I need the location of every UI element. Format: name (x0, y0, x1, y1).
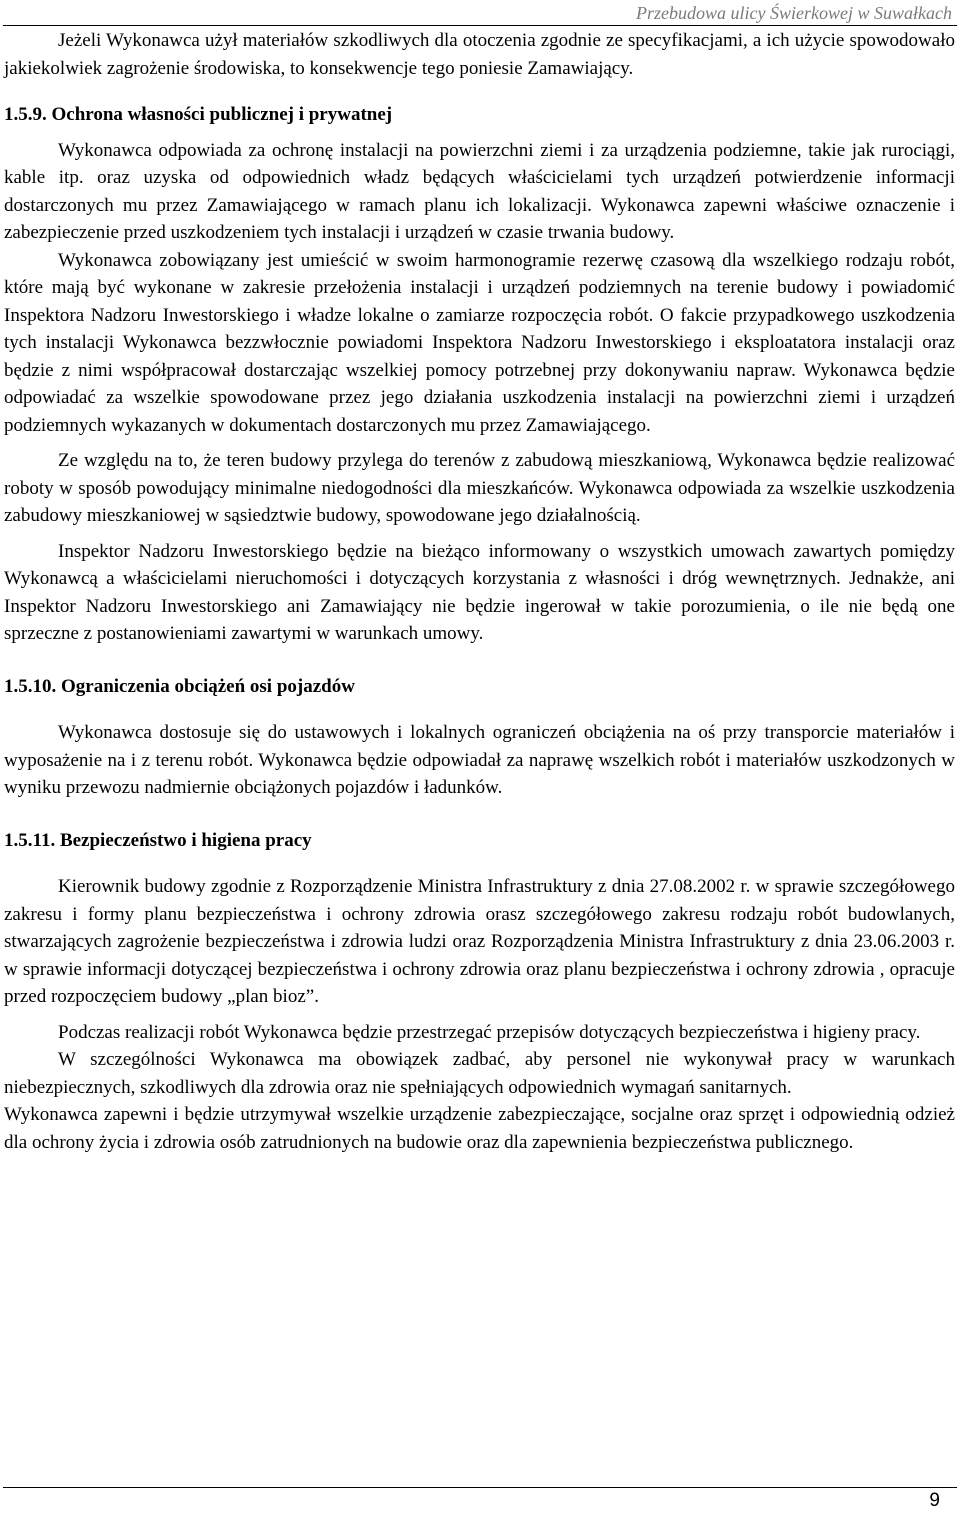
running-header: Przebudowa ulicy Świerkowej w Suwałkach (636, 3, 952, 23)
section-heading-1-5-10: 1.5.10. Ograniczenia obciążeń osi pojazdów (4, 675, 355, 697)
section-heading-1-5-9: 1.5.9. Ochrona własności publicznej i prywatnej (4, 104, 393, 125)
header-divider (3, 25, 957, 26)
section-heading-1-5-11: 1.5.11. Bezpieczeństwo i higiena pracy (4, 829, 312, 851)
document-body (4, 27, 955, 1156)
page-number: 9 (929, 1490, 940, 1511)
paragraph-1-5-9-d: Inspektor Nadzoru Inwestorskiego będzie na bieżąco informowany o wszystkich umowach zawartych pomiędzy Wykonawcą a właścicielami nieruchomości i dotyczących korzystania z własności i dróg wewnętrznych. Jednakże, ani Inspektor Nadzoru Inwestorskiego ani Zamawiający nie będzie ingerował w takie porozumienia, o ile nie będą one sprzeczne z postanowieniami zawartymi w warunkach umowy. (4, 540, 955, 644)
paragraph-1-5-9-c: Ze względu na to, że teren budowy przylega do terenów z zabudową mieszkaniową, Wykonawca będzie realizować roboty w sposób powodujący minimalne niedogodności dla mieszkańców. Wykonawca odpowiada za wszelkie uszkodzenia zabudowy mieszkaniowej w sąsiedztwie budowy, spowodowane jego działalnością. (4, 450, 955, 526)
paragraph-intro: Jeżeli Wykonawca użył materiałów szkodliwych dla otoczenia zgodnie ze specyfikacjami, a ich użycie spowodowało jakiekolwiek zagrożenie środowiska, to konsekwencje tego poniesie Zamawiający. (4, 30, 955, 79)
paragraph-1-5-11-c: W szczególności Wykonawca ma obowiązek zadbać, aby personel nie wykonywał pracy w warunkach niebezpiecznych, szkodliwych dla zdrowia oraz nie spełniających odpowiednich wymagań sanitarnych. (4, 1049, 955, 1098)
paragraph-1-5-11-a: Kierownik budowy zgodnie z Rozporządzenie Ministra Infrastruktury z dnia 27.08.2002 r. w sprawie szczegółowego zakresu i formy planu bezpieczeństwa i ochrony zdrowia orasz szczegółowego zakresu rodzaju robót budowlanych, stwarzających zagrożenie bezpieczeństwa i zdrowia ludzi oraz Rozporządzenia Ministra Infrastruktury z dnia 23.06.2003 r. w sprawie informacji dotyczącej bezpieczeństwa i ochrony zdrowia oraz planu bezpieczeństwa i ochrony zdrowia , opracuje przed rozpoczęciem budowy „plan bioz”. (4, 876, 955, 1007)
footer-divider (3, 1487, 957, 1488)
paragraph-1-5-9-a: Wykonawca odpowiada za ochronę instalacji na powierzchni ziemi i za urządzenia podziemne, takie jak rurociągi, kable itp. oraz uzyska od odpowiednich władz będących właścicielami tych urządzeń potwierdzenie informacji dostarczonych mu przez Zamawiającego w ramach planu ich lokalizacji. Wykonawca zapewni właściwe oznaczenie i zabezpieczenie przed uszkodzeniem tych instalacji i urządzeń w czasie trwania budowy. (4, 139, 955, 243)
paragraph-1-5-11-d: Wykonawca zapewni i będzie utrzymywał wszelkie urządzenie zabezpieczające, socjalne oraz sprzęt i odpowiednią odzież dla ochrony życia i zdrowia osób zatrudnionych na budowie oraz dla zapewnienia bezpieczeństwa publicznego. (4, 1104, 955, 1153)
paragraph-1-5-11-b: Podczas realizacji robót Wykonawca będzie przestrzegać przepisów dotyczących bezpieczeństwa i higieny pracy. (58, 1021, 921, 1043)
paragraph-1-5-10-a: Wykonawca dostosuje się do ustawowych i lokalnych ograniczeń obciążenia na oś przy transporcie materiałów i wyposażenie na i z terenu robót. Wykonawca będzie odpowiadał za naprawę wszelkich robót i materiałów uszkodzonych w wyniku przewozu nadmiernie obciążonych pojazdów i ładunków. (4, 722, 955, 798)
paragraph-1-5-9-b: Wykonawca zobowiązany jest umieścić w swoim harmonogramie rezerwę czasową dla wszelkiego rodzaju robót, które mają być wykonane w zakresie przełożenia instalacji i urządzeń podziemnych na terenie budowy i powiadomić Inspektora Nadzoru Inwestorskiego i władze lokalne o zamiarze rozpoczęcia robót. O fakcie przypadkowego uszkodzenia tych instalacji Wykonawca bezzwłocznie powiadomi Inspektora Nadzoru Inwestorskiego i eksploatatora instalacji oraz będzie z nimi współpracował dostarczając wszelkiej pomocy potrzebnej przy dokonywaniu napraw. Wykonawca będzie odpowiadać za wszelkie spowodowane przez jego działania uszkodzenia instalacji na powierzchni ziemi i urządzeń podziemnych wykazanych w dokumentach dostarczonych mu przez Zamawiającego. (4, 249, 955, 436)
